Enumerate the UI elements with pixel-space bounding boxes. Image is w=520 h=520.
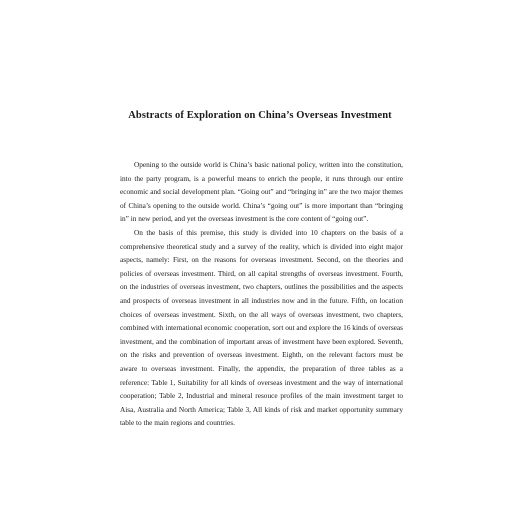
paragraph: Opening to the outside world is China’s basic national policy, written into the constitution, into the party program, is a powerful means to enrich the people, it runs through our entire economic and social development plan. “Going out” and “bringing in” are the two major themes of China’s opening to the outside world. China’s “going out” is more important than “bringing in” in new period, and yet the overseas investment is the core content of “going out”. xyxy=(120,160,403,224)
paragraph: On the basis of this premise, this study is divided into 10 chapters on the basis of a comprehensive theoretical study and a survey of the reality, which is divided into eight major aspects, namely: First, on the reasons for overseas investment. Second, on the theories and policies of overseas investment. Third, on all capital strengths of overseas investment. Fourth, on the industries of overseas investment, two chapters, outlines the possibilities and the aspects and prospects of overseas investment in all industries now and in the future. Fifth, on location choices of overseas investment. Sixth, on the all ways of overseas investment, two chapters, combined with international economic cooperation, sort out and explore the 16 kinds of overseas investment, and the combination of important areas of investment have been explored. Seventh, on the risks and prevention of overseas investment. Eighth, on the relevant factors must be aware to overseas investment. Finally, the appendix, the preparation of three tables as a reference: Table 1, Suitability for all kinds of overseas investment and the way of international cooperation; Table 2, Industrial and mineral resouce profiles of the main investment target to Aisa, Australia and North America; Table 3, All kinds of risk and market opportunity summary table to the main regions and countries. xyxy=(120,227,403,428)
document-body xyxy=(120,158,403,430)
document-title: Abstracts of Exploration on China’s Overseas Investment xyxy=(128,110,392,121)
